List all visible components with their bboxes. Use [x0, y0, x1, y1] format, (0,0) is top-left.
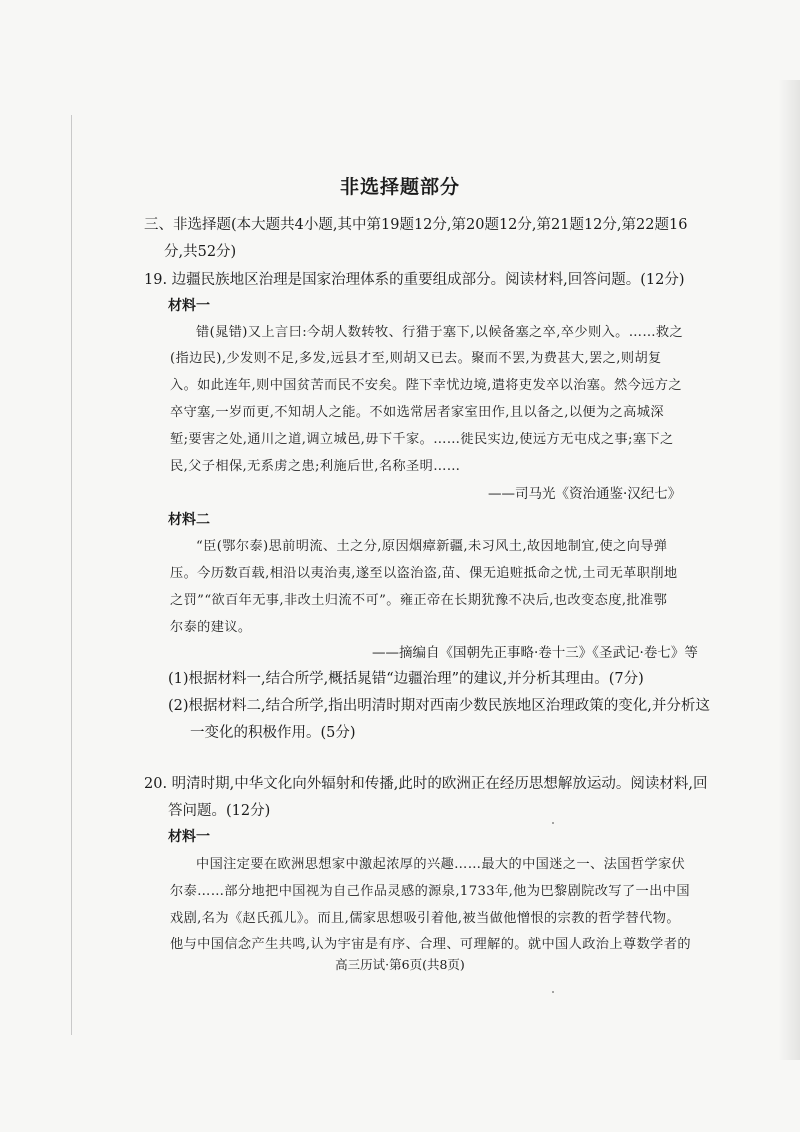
instructions-line-1: 三、非选择题(本大题共4小题,其中第19题12分,第20题12分,第21题12分,第22题16	[144, 217, 688, 233]
q19-material2-line: 压。今历数百载,相沿以夷治夷,遂至以盗治盗,苗、倮无追赃抵命之忧,土司无革职削地	[170, 566, 678, 581]
q19-material1-line: 错(晁错)又上言曰:今胡人数转牧、行猎于塞下,以候备塞之卒,卒少则入。……救之	[196, 325, 684, 340]
q19-subquestion-2: (2)根据材料二,结合所学,指出明清时期对西南少数民族地区治理政策的变化,并分析这	[168, 698, 710, 714]
section-title: 非选择题部分	[339, 176, 460, 198]
q19-material2-label: 材料二	[168, 512, 210, 528]
instructions-line-2: 分,共52分)	[164, 244, 237, 260]
q20-material1-line: 戏剧,名为《赵氏孤儿》。而且,儒家思想吸引着他,被当做他憎恨的宗教的哲学替代物。	[170, 911, 680, 926]
q19-material2-line: 尔泰的建议。	[170, 620, 252, 635]
q19-material2-line: 之罚”“欲百年无事,非改土归流不可”。雍正帝在长期犹豫不决后,也改变态度,批准鄂	[170, 593, 668, 608]
q20-stem: 20. 明清时期,中华文化向外辐射和传播,此时的欧洲正在经历思想解放运动。阅读材料,回	[144, 776, 708, 792]
scan-speck	[552, 991, 554, 993]
q19-material1-label: 材料一	[168, 298, 210, 314]
q19-material1-line: (指边民),少发则不足,多发,远县才至,则胡又已去。聚而不罢,为费甚大,罢之,则胡复	[170, 351, 662, 366]
q20-material1-line: 尔泰……部分地把中国视为自己作品灵感的源泉,1733年,他为巴黎剧院改写了一出中国	[170, 884, 690, 899]
q19-subquestion-1: (1)根据材料一,结合所学,概括晁错“边疆治理”的建议,并分析其理由。(7分)	[168, 671, 644, 687]
q20-material1-line: 他与中国信念产生共鸣,认为宇宙是有序、合理、可理解的。就中国人政治上尊数学者的	[170, 937, 691, 952]
page-footer: 高三历试·第6页(共8页)	[335, 957, 465, 972]
scan-speck	[552, 822, 554, 824]
q19-stem: 19. 边疆民族地区治理是国家治理体系的重要组成部分。阅读材料,回答问题。(12分)	[144, 272, 685, 288]
q20-material1-label: 材料一	[168, 829, 210, 845]
q20-material1-line: 中国注定要在欧洲思想家中激起浓厚的兴趣……最大的中国迷之一、法国哲学家伏	[196, 857, 686, 872]
scan-edge-shadow	[778, 80, 800, 1060]
q19-material1-line: 卒守塞,一岁而更,不知胡人之能。不如选常居者家室田作,且以备之,以便为之高城深	[170, 405, 664, 420]
q19-material1-line: 入。如此连年,则中国贫苦而民不安矣。陛下幸忧边境,遣将吏发卒以治塞。然今远方之	[170, 378, 682, 393]
q19-subquestion-2-cont: 一变化的积极作用。(5分)	[190, 725, 356, 741]
q19-material1-source: ——司马光《资治通鉴·汉纪七》	[488, 486, 682, 502]
q19-material2-source: ——摘编自《国朝先正事略·卷十三》《圣武记·卷七》等	[372, 645, 698, 661]
page-fold-line	[71, 115, 72, 1035]
q19-material2-line: “臣(鄂尔泰)思前明流、土之分,原因烟瘴新疆,未习风土,故因地制宜,使之向导弹	[196, 539, 668, 554]
q20-stem-cont: 答问题。(12分)	[168, 803, 271, 819]
q19-material1-line: 民,父子相保,无系虏之患;利施后世,名称圣明……	[170, 459, 461, 474]
q19-material1-line: 堑;要害之处,通川之道,调立城邑,毋下千家。……徙民实边,使远方无屯戍之事;塞下之	[170, 432, 674, 447]
